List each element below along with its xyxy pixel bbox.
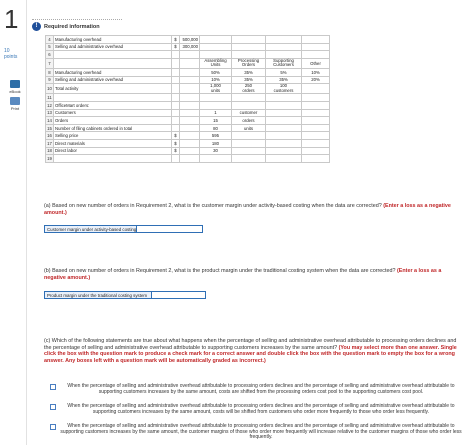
required-information-header[interactable] [32,22,100,31]
sheet-cell-c [180,147,200,155]
data-spreadsheet [45,35,330,163]
part-c-text: (c) Which of the following statements are true about what happens when the percentage of selling and administrative overhead attributable to processing orders declines and the percentage of selling and administrative overhead attributable to supporting customers increases by the same amount? [44,338,457,351]
sheet-cell-a: Manufacturing overhead [54,68,172,76]
sheet-cell-c [180,58,200,68]
sheet-cell-e: 35% [232,68,266,76]
ebook-label: eBook [9,89,21,94]
part-b-question [44,268,464,281]
sheet-cell-d: 15 [200,117,232,125]
sheet-cell-g [302,51,330,59]
required-information-label: Required information [44,23,100,30]
sheet-cell-d: 10% [200,76,232,84]
sheet-cell-e [232,43,266,51]
part-c-instruction: (You may select more than one answer. Single click the box with the question mark to produce a check mark for a correct answer and double click the box with the question mark to empty the box for a wrong answer. Any boxes left with a question mark will be automatically graded as incorrect.) [44,344,457,364]
sheet-cell-c [180,76,200,84]
sheet-cell-g [302,139,330,147]
part-b-text: (b) Based on new number of orders in Requirement 2, what is the product margin under the traditional costing system when the data are corrected? [44,268,396,274]
row-number: 16 [47,133,52,139]
sheet-cell-g [302,94,330,102]
sheet-cell-d: 1,000 units [200,84,232,94]
sheet-cell-e [232,139,266,147]
sheet-cell-c [180,155,200,163]
sheet-cell-c: 300,000 [180,43,200,51]
sheet-cell-e: customer [232,109,266,117]
sheet-cell-b [172,124,180,132]
sheet-row [46,155,330,163]
row-number: 9 [46,76,54,84]
sheet-cell-f: 100 customers [266,84,302,94]
sheet-row [46,58,330,68]
option-3-checkbox[interactable] [50,424,56,430]
sheet-cell-b: $ [172,132,180,140]
sheet-cell-c: 500,000 [180,36,200,44]
sheet-cell-a: Customers [54,109,172,117]
sheet-cell-a: Total activity [54,84,172,94]
sheet-row [46,101,330,109]
row-number: 4 [46,36,54,44]
option-2 [50,404,462,415]
sheet-cell-f: Supporting Customers [266,58,302,68]
sheet-cell-a: Number of filing cabinets ordered in total [54,124,172,132]
sheet-cell-f: 5% [266,68,302,76]
sheet-cell-b: $ [172,147,180,155]
print-icon [10,97,20,105]
sheet-cell-f [266,101,302,109]
row-number: 14 [47,117,52,123]
sheet-cell-g [302,155,330,163]
sheet-cell-g: 20% [302,76,330,84]
sheet-cell-e [232,94,266,102]
sheet-cell-e: units [232,124,266,132]
sheet-cell-f [266,132,302,140]
row-number: 6 [46,51,54,59]
option-1-checkbox[interactable] [50,384,56,390]
sheet-cell-e [232,147,266,155]
row-number: 7 [46,58,54,68]
sheet-row [46,84,330,94]
option-2-text: When the percentage of selling and administrative overhead attributable to processing orders declines and the percentage of selling and administrative overhead attributable to supporting customers increases by the same amount, costs will be shifted from customers who order more frequently to those who order less frequently. [67,403,455,415]
sheet-cell-c [180,139,200,147]
option-1 [50,384,462,395]
sheet-cell-f [266,36,302,44]
option-3 [50,424,462,441]
sheet-cell-e [232,101,266,109]
sheet-cell-d [200,101,232,109]
sheet-cell-g: Other [302,58,330,68]
part-a-question [44,203,464,216]
sheet-cell-d: 595 [200,132,232,140]
sheet-row [46,109,330,117]
sheet-cell-g [302,109,330,117]
sheet-cell-b [172,94,180,102]
sheet-cell-g: 10% [302,68,330,76]
part-b-instruction: (Enter a loss as a negative amount.) [44,268,442,281]
sheet-cell-f [266,155,302,163]
sheet-cell-f [266,147,302,155]
part-a-answer-label: Customer margin under activity-based costing [44,225,137,233]
sheet-cell-f [266,117,302,125]
row-number: 10 [46,84,54,94]
sheet-cell-g [302,117,330,125]
alert-icon: ! [32,22,41,31]
sheet-cell-e [232,132,266,140]
sheet-cell-b [172,68,180,76]
sheet-cell-d [200,36,232,44]
sheet-cell-d [200,94,232,102]
sheet-cell-f [266,43,302,51]
ebook-icon [10,80,20,88]
sheet-cell-g [302,124,330,132]
sheet-row [46,43,330,51]
sheet-cell-c [180,94,200,102]
row-number: 8 [46,68,54,76]
sheet-cell-d: 50% [200,68,232,76]
sheet-cell-c [180,68,200,76]
sheet-cell-d [200,43,232,51]
sheet-cell-g [302,101,330,109]
sheet-cell-c [180,51,200,59]
part-a-instruction: (Enter a loss as a negative amount.) [44,203,451,216]
sheet-cell-g [302,84,330,94]
sheet-row [46,124,330,132]
sheet-cell-c [180,109,200,117]
sheet-cell-a: Manufacturing overhead [54,36,172,44]
sheet-cell-a [54,51,172,59]
sheet-row [46,117,330,125]
sheet-cell-b [172,117,180,125]
sheet-row [46,68,330,76]
sheet-cell-b [172,76,180,84]
sheet-row [46,132,330,140]
part-b-answer-input[interactable] [152,291,206,299]
option-2-checkbox[interactable] [50,404,56,410]
sheet-cell-f [266,139,302,147]
row-number: 13 [47,110,52,116]
sheet-cell-a: Direct materials [54,139,172,147]
row-number: 11 [47,95,52,101]
row-number: 17 [47,140,52,146]
sheet-cell-a [54,58,172,68]
sheet-cell-g [302,36,330,44]
sheet-cell-e: orders [232,117,266,125]
sheet-cell-a [54,155,172,163]
sheet-cell-d [200,155,232,163]
option-3-text: When the percentage of selling and administrative overhead attributable to processing orders declines and the percentage of selling and administrative overhead attributable to supporting customers increases by the same amount, the customer margins of those who order more frequently will increase relative to the customer margins of those who order less frequently. [60,423,462,441]
sheet-row [46,139,330,147]
row-number: 5 [46,43,54,51]
sheet-cell-g [302,43,330,51]
requirement-tab-strip [32,12,122,20]
part-b-answer-row [44,291,206,299]
sheet-cell-f [266,109,302,117]
part-a-answer-row [44,225,203,233]
question-number: 1 [4,4,19,34]
sheet-row [46,94,330,102]
sheet-cell-f: 35% [266,76,302,84]
sheet-cell-a: Direct labor [54,147,172,155]
sheet-cell-e: Processing Orders [232,58,266,68]
option-1-text: When the percentage of selling and administrative overhead attributable to processing orders declines and the percentage of selling and administrative overhead attributable to supporting customers increases by the same amount, costs are shifted from the processing orders cost pool to the supporting customers cost pool. [67,383,455,395]
row-number: 12 [47,102,52,108]
sheet-cell-f [266,124,302,132]
sheet-cell-d: 180 [200,139,232,147]
sheet-cell-b [172,109,180,117]
part-c-question [44,338,464,364]
sheet-cell-b [172,84,180,94]
sheet-row [46,36,330,44]
sheet-cell-a [54,94,172,102]
sheet-cell-e: 250 orders [232,84,266,94]
sheet-cell-g [302,147,330,155]
sheet-cell-e [232,36,266,44]
ebook-button[interactable] [4,80,26,94]
sheet-row [46,147,330,155]
sheet-cell-c [180,132,200,140]
sheet-cell-a: Selling and administrative overhead [54,76,172,84]
sheet-cell-b [172,51,180,59]
print-button[interactable] [4,97,26,111]
row-number: 19 [47,155,52,161]
sheet-cell-d: 1 [200,109,232,117]
sheet-cell-b: $ [172,43,180,51]
part-a-answer-input[interactable] [137,225,203,233]
sheet-cell-f [266,94,302,102]
sheet-cell-a: Orders [54,117,172,125]
sheet-cell-d: 30 [200,147,232,155]
sheet-cell-b [172,101,180,109]
sheet-cell-c [180,117,200,125]
part-a-text: (a) Based on new number of orders in Requirement 2, what is the customer margin under activity-based costing when the data are corrected? [44,203,382,209]
row-number: 18 [47,148,52,154]
sheet-cell-b [172,58,180,68]
sheet-cell-c [180,84,200,94]
content-divider [26,0,27,445]
row-number: 15 [47,125,52,131]
part-b-answer-label: Product margin under the traditional costing system [44,291,152,299]
print-label: Print [10,106,20,111]
sheet-cell-b [172,155,180,163]
sheet-cell-a: OfficeMart orders: [54,101,172,109]
sheet-cell-c [180,124,200,132]
sheet-cell-g [302,132,330,140]
sheet-cell-e [232,155,266,163]
sheet-cell-a: Selling and administrative overhead [54,43,172,51]
points-label: 10 points [4,48,18,60]
sheet-cell-e: 35% [232,76,266,84]
sheet-cell-b: $ [172,36,180,44]
sheet-cell-b: $ [172,139,180,147]
sheet-cell-a: Selling price [54,132,172,140]
sheet-cell-d: 80 [200,124,232,132]
sheet-cell-c [180,101,200,109]
sheet-cell-d: Assembling Units [200,58,232,68]
